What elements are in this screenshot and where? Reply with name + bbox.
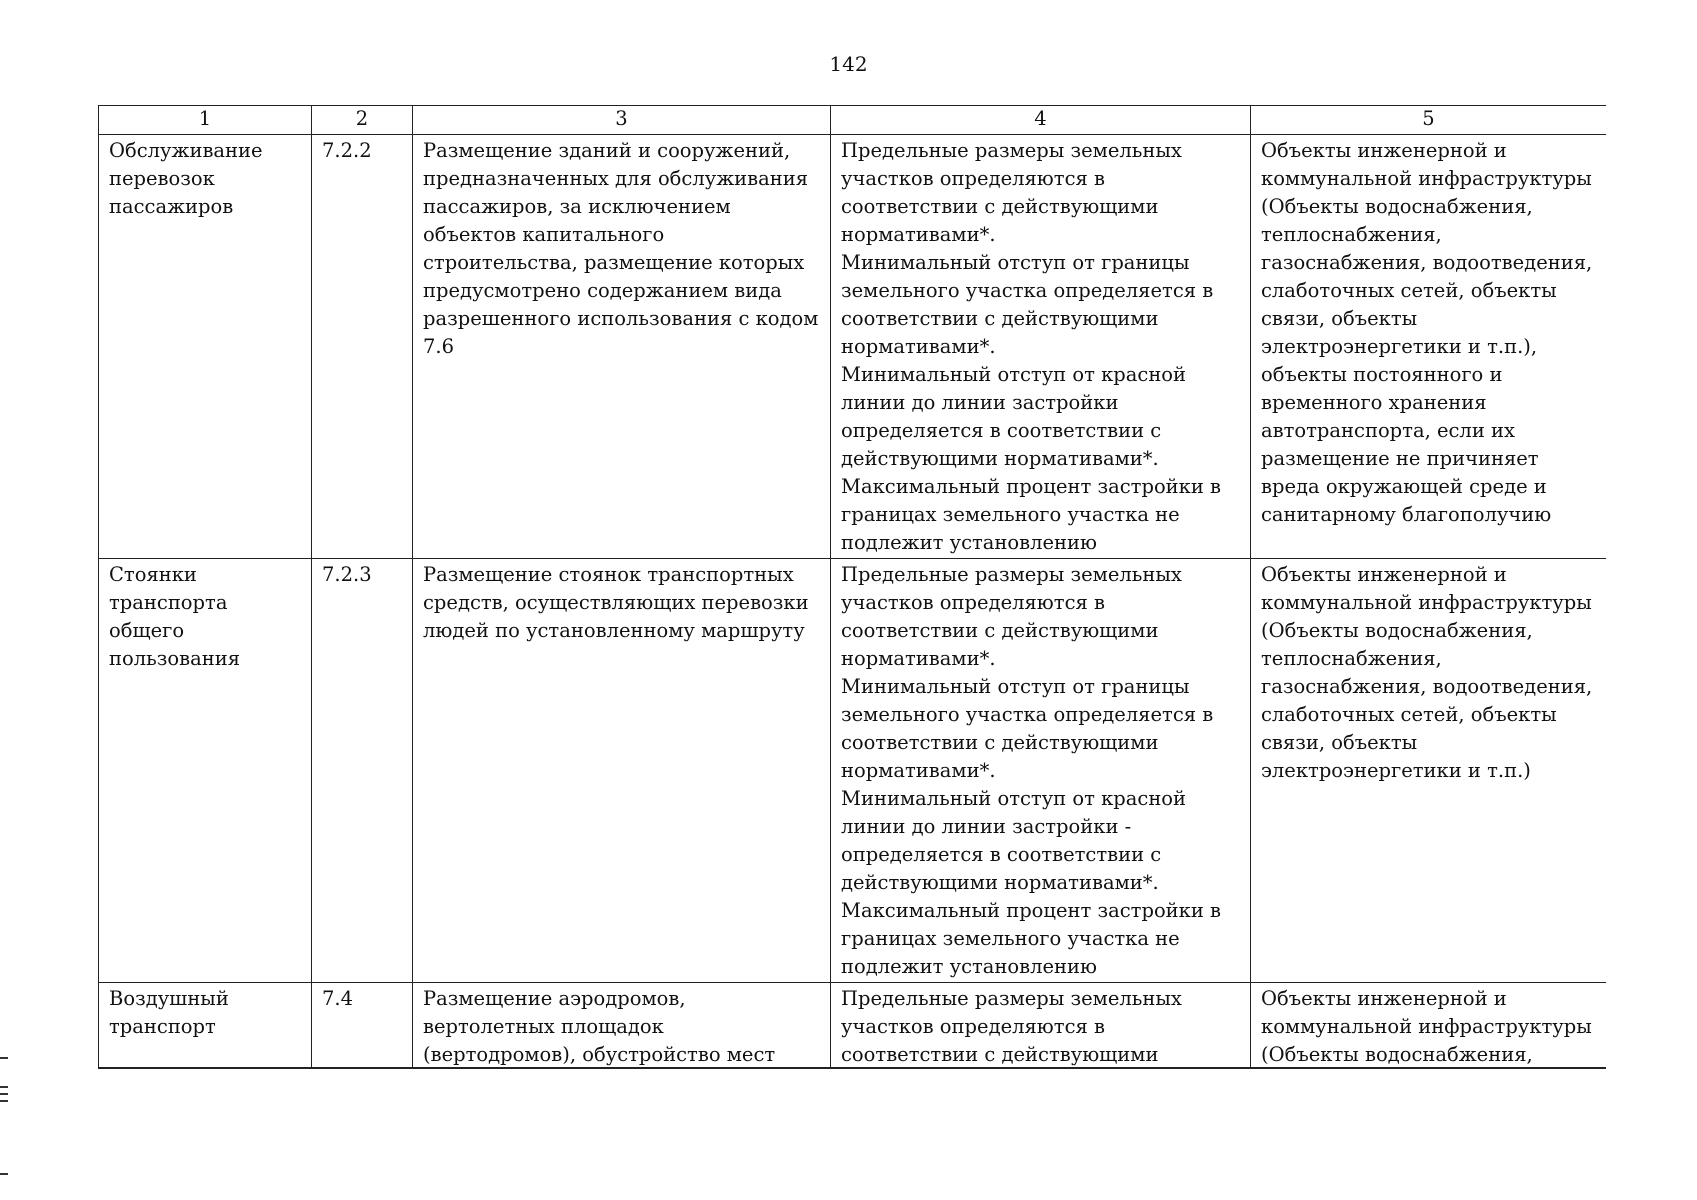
use-description-cell: Размещение аэродромов, вертолетных площадок (вертодромов), обустройство мест bbox=[413, 983, 831, 1070]
table-row bbox=[99, 135, 1607, 559]
zoning-table-grid bbox=[98, 105, 1606, 1069]
parameters-cell: Предельные размеры земельных участков определяются в соответствии с действующими нормативами*. Минимальный отступ от границы земельного участка определяется в соответствии с действующими нормативами*. Минимальный отступ от красной линии до линии застройки определяется в соответствии с действующими нормативами*. Максимальный процент застройки в границах земельного участка не подлежит установлению bbox=[831, 135, 1251, 559]
column-header-3: 3 bbox=[413, 106, 831, 135]
column-header-4: 4 bbox=[831, 106, 1251, 135]
margin-tick-mark bbox=[0, 1100, 8, 1102]
margin-tick-mark bbox=[0, 1057, 8, 1059]
use-name-cell: Стоянки транспорта общего пользования bbox=[99, 559, 312, 983]
column-header-5: 5 bbox=[1251, 106, 1607, 135]
use-name-cell: Воздушный транспорт bbox=[99, 983, 312, 1070]
auxiliary-uses-cell: Объекты инженерной и коммунальной инфраструктуры (Объекты водоснабжения, bbox=[1251, 983, 1607, 1070]
use-code-cell: 7.2.2 bbox=[312, 135, 413, 559]
zoning-table bbox=[98, 105, 1606, 1069]
page-number: 142 bbox=[829, 52, 868, 76]
parameters-cell: Предельные размеры земельных участков определяются в соответствии с действующими bbox=[831, 983, 1251, 1070]
table-row bbox=[99, 559, 1607, 983]
margin-tick-mark bbox=[0, 1173, 8, 1175]
margin-tick-mark bbox=[0, 1086, 8, 1088]
header-row bbox=[99, 106, 1607, 135]
parameters-cell: Предельные размеры земельных участков определяются в соответствии с действующими нормативами*. Минимальный отступ от границы земельного участка определяется в соответствии с действующими нормативами*. Минимальный отступ от красной линии до линии застройки - определяется в соответствии с действующими нормативами*. Максимальный процент застройки в границах земельного участка не подлежит установлению bbox=[831, 559, 1251, 983]
use-description-cell: Размещение стоянок транспортных средств, осуществляющих перевозки людей по установленному маршруту bbox=[413, 559, 831, 983]
auxiliary-uses-cell: Объекты инженерной и коммунальной инфраструктуры (Объекты водоснабжения, теплоснабжения, газоснабжения, водоотведения, слаботочных сетей, объекты связи, объекты электроэнергетики и т.п.), объекты постоянного и временного хранения автотранспорта, если их размещение не причиняет вреда окружающей среде и санитарному благополучию bbox=[1251, 135, 1607, 559]
margin-tick-mark bbox=[0, 1093, 8, 1095]
column-header-1: 1 bbox=[99, 106, 312, 135]
column-header-2: 2 bbox=[312, 106, 413, 135]
use-name-cell: Обслуживание перевозок пассажиров bbox=[99, 135, 312, 559]
use-description-cell: Размещение зданий и сооружений, предназначенных для обслуживания пассажиров, за исключением объектов капитального строительства, размещение которых предусмотрено содержанием вида разрешенного использования с кодом 7.6 bbox=[413, 135, 831, 559]
auxiliary-uses-cell: Объекты инженерной и коммунальной инфраструктуры (Объекты водоснабжения, теплоснабжения, газоснабжения, водоотведения, слаботочных сетей, объекты связи, объекты электроэнергетики и т.п.) bbox=[1251, 559, 1607, 983]
use-code-cell: 7.2.3 bbox=[312, 559, 413, 983]
use-code-cell: 7.4 bbox=[312, 983, 413, 1070]
table-row bbox=[99, 983, 1607, 1070]
